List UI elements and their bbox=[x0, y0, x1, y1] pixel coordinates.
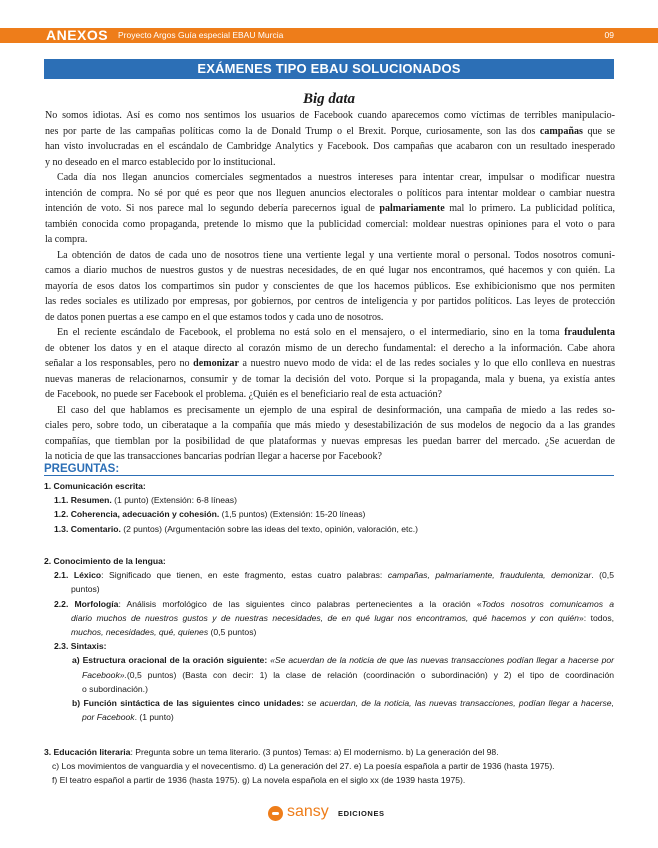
paragraph-line: Cada día nos llegan anuncios comerciales segmentados a nuestros intereses para intentar crear, impulsar o modificar nuestra bbox=[57, 172, 615, 183]
article-body bbox=[45, 108, 615, 465]
question-2-2: 2.2. Morfología: Análisis morfológico de las siguientes cinco palabras pertenecientes a la oración «Todos nosotros comunicamos a diario muchos de nuestros gustos y de nuestras necesidades, de en qué lugar nos encontramos, qué hacemos y con quién»: todos, muchos, necesidades, qué, quienes (0,5 puntos) bbox=[54, 598, 615, 638]
paragraph-line: ciales pero, sobre todo, un ciberataque a la compañía que más miedo y desestabilización de sus modelos de negocio da a las grandes bbox=[45, 420, 615, 431]
article-paragraph bbox=[45, 170, 615, 248]
paragraph-last-line: la compra. bbox=[45, 234, 88, 245]
question-3-label: 3. Educación literaria bbox=[44, 747, 131, 757]
article-paragraph bbox=[45, 248, 615, 326]
question-1 bbox=[44, 479, 614, 536]
paragraph-line: nes por parte de las campañas políticas como la de Donald Trump o el Brexit. Porque, curiosamente, son las dos campañas que se bbox=[45, 125, 615, 137]
paragraph-line: No somos idiotas. Así es como nos sentimos los usuarios de Facebook cuando aparecemos como víctimas de terribles manipulacio- bbox=[45, 110, 615, 121]
article-paragraph bbox=[45, 108, 615, 170]
footer-brand: sansy bbox=[287, 803, 329, 820]
paragraph-line: El caso del que hablamos es precisamente un ejemplo de una espiral de desinformación, una campaña de miedo a las redes so- bbox=[57, 404, 615, 416]
question-1-1: 1.1. Resumen. (1 punto) (Extensión: 6-8 líneas) bbox=[54, 495, 237, 506]
question-2-1: 2.1. Léxico: Significado que tienen, en este fragmento, estas cuatro palabras: campañas, palmariamente, fraudulenta, demonizar. (0,5 puntos) bbox=[54, 570, 614, 595]
page-number: 09 bbox=[604, 30, 614, 40]
question-2-3: 2.3. Sintaxis: a) Estructura oracional de la oración siguiente: «Se acuerdan de la noticia de que las nuevas transacciones podían llegar a hacerse por Facebook».(0,5 puntos) (Basta con decir: 1) la clase de relación (coordinación o subordinación) y 2) el tipo de coordinación o subordinación.) b) Función sintáctica de las siguientes cinco unidades: se acuerdan, de la noticia, las nuevas transacciones, podían llegar a hacerse, por Facebook. (1 punto) bbox=[44, 639, 614, 724]
footer-suffix: EDICIONES bbox=[338, 809, 385, 818]
article-title: Big data bbox=[302, 91, 356, 107]
question-3: 3. Educación literaria: Pregunta sobre un tema literario. (3 puntos) Temas: a) El modernismo. b) La generación del 98. c) Los movimientos de vanguardia y el novecentismo. d) La generación del 27. e) La poesía española a partir de 1936 (hasta 1975). f) El teatro español a partir de 1936 (hasta 1975). g) La novela española en el siglo xx (de 1939 hasta 1975). bbox=[44, 745, 614, 788]
questions-heading: PREGUNTAS: bbox=[44, 463, 120, 475]
header-description: Proyecto Argos Guía especial EBAU Murcia bbox=[118, 30, 284, 40]
question-1-2: 1.2. Coherencia, adecuación y cohesión. (1,5 puntos) (Extensión: 15-20 líneas) bbox=[54, 509, 366, 520]
section-label: ANEXOS bbox=[46, 27, 109, 43]
paragraph-line: intención de voto. Si nos parece mal lo segundo debería parecernos igual de palmariamente mal lo primero. La publicidad política, bbox=[45, 203, 615, 214]
paragraph-line: también conocida como propaganda, pretende lo mismo que la publicidad comercial: moldear nuestras opiniones para el voto o para bbox=[45, 218, 615, 230]
sansy-logo-icon bbox=[268, 806, 283, 821]
paragraph-line: mayoría de esos datos los compartimos sin pudor y conscientes de que los hacemos públicos. Ese exhibicionismo que nos permiten bbox=[45, 280, 615, 292]
paragraph-line: compañías, que tiemblan por la posibilidad de que plataformas y nuevas empresas les puedan barrer del mercado. ¿Se acuerdan de bbox=[45, 435, 615, 447]
paragraph-line: de obtener los datos y en el ataque directo al corazón mismo de un derecho fundamental: el derecho a la información. Cabe ahora bbox=[45, 342, 615, 354]
paragraph-line: señalar a los responsables, pero no demonizar a nuestro nuevo modo de vida: el de las redes sociales y lo que ello conlleva en nuestras bbox=[45, 358, 616, 369]
question-2-title: 2. Conocimiento de la lengua: bbox=[44, 556, 166, 566]
page-title: EXÁMENES TIPO EBAU SOLUCIONADOS bbox=[44, 59, 614, 79]
paragraph-last-line: de datos ponen puertas a ese campo en el que estamos todos y cada uno de nosotros. bbox=[45, 311, 384, 323]
header-bar bbox=[0, 28, 658, 43]
question-2-3-a: a) Estructura oracional de la oración siguiente: «Se acuerdan de la noticia de que las nuevas transacciones podían llegar a hacerse por Facebook».(0,5 puntos) (Basta con decir: 1) la clase de relación (coordinación o subordinación) y 2) el tipo de coordinación o subordinación.) bbox=[72, 655, 614, 694]
paragraph-line: En el reciente escándalo de Facebook, el problema no está solo en el mensajero, o el intermediario, sino en la toma fraudulenta bbox=[57, 327, 615, 338]
question-2-3-b: b) Función sintáctica de las siguientes cinco unidades: se acuerdan, de la noticia, las nuevas transacciones, podían llegar a hacerse, por Facebook. (1 punto) bbox=[72, 698, 614, 723]
question-3-line3: f) El teatro español a partir de 1936 (hasta 1975). g) La novela española en el siglo xx (de 1939 hasta 1975). bbox=[52, 775, 466, 786]
paragraph-last-line: y no deseado en el marco establecido por lo institucional. bbox=[45, 156, 276, 168]
questions-rule bbox=[44, 475, 614, 476]
article-paragraph bbox=[45, 403, 615, 465]
question-3-line2: c) Los movimientos de vanguardia y el novecentismo. d) La generación del 27. e) La poesía española a partir de 1936 (hasta 1975). bbox=[52, 761, 555, 772]
paragraph-last-line: de Facebook, no puede ser Facebook el problema. ¿Quién es el beneficiario real de esta actuación? bbox=[45, 389, 442, 400]
paragraph-line: han visto involucradas en el escándalo de Cambridge Analytics y Facebook. Dos campañas que acabaron con un resultado inesperado bbox=[45, 141, 615, 152]
paragraph-line: La obtención de datos de cada uno de nosotros tiene una vertiente legal y una vertiente moral o personal. Todos nosotros comuni- bbox=[57, 249, 615, 261]
article-paragraph bbox=[45, 325, 615, 403]
paragraph-line: intención de compra. No sé por qué es peor que nos lleguen anuncios electorales o políticos para intentar moldear o cambiar nuestra bbox=[45, 187, 615, 199]
question-1-title: 1. Comunicación escrita: bbox=[44, 481, 146, 491]
paragraph-line: nuevas maneras de relacionarnos, consumir y de tomar la decisión del voto. Porque si la propaganda, mala y buena, ya existía antes bbox=[45, 373, 615, 385]
question-2 bbox=[44, 554, 614, 724]
paragraph-line: las redes sociales es utilizado por empresas, por gobiernos, por centros de inteligencia y por partidos políticos. Las leyes de protección bbox=[45, 296, 615, 307]
paragraph-line: camos a diario muchos de nuestros gustos y de nuestras necesidades, de en qué lugar nos encontramos, qué hacemos y con quién. La bbox=[45, 265, 615, 276]
question-1-3: 1.3. Comentario. (2 puntos) (Argumentación sobre las ideas del texto, opinión, valoración, etc.) bbox=[54, 523, 418, 534]
paragraph-last-line: la noticia de que las transacciones bancarias podrían llegar a hacerse por Facebook? bbox=[45, 451, 382, 462]
